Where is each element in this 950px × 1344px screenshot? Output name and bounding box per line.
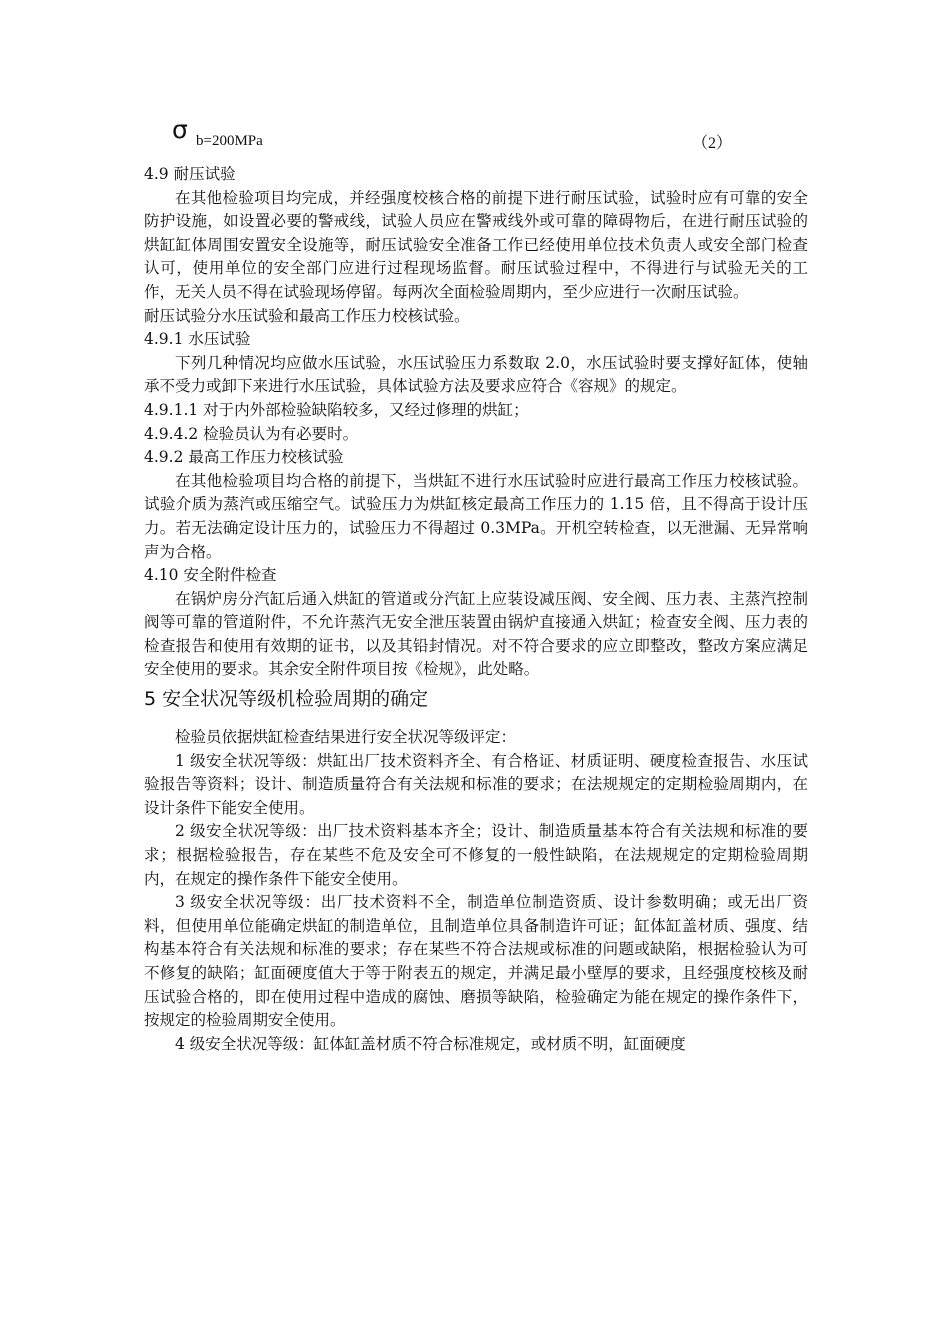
paragraph: 在其他检验项目均完成，并经强度校核合格的前提下进行耐压试验，试验时应有可靠的安全防护设施，如设置必要的警戒线，试验人员应在警戒线外或可靠的障碍物后，在进行耐压试验的烘缸缸体周围安置安全设施等，耐压试验安全准备工作已经使用单位技术负责人或安全部门检查认可，使用单位的安全部门应进行过程现场监督。耐压试验过程中，不得进行与试验无关的工作，无关人员不得在试验现场停留。每两次全面检验周期内，至少应进行一次耐压试验。 [144,188,808,301]
paragraph: 4 级安全状况等级：缸体缸盖材质不符合标准规定，或材质不明，缸面硬度 [175,1034,686,1053]
formula-subscript: b=200MPa [196,133,263,149]
heading-5: 5 安全状况等级机检验周期的确定 [144,688,429,711]
heading-4-10: 4.10 安全附件检查 [144,566,277,585]
heading-4-9-2: 4.9.2 最高工作压力校核试验 [144,448,344,467]
paragraph: 下列几种情况均应做水压试验，水压试验压力系数取 2.0，水压试验时要支撑好缸体，使轴承不受力或卸下来进行水压试验，具体试验方法及要求应符合《容规》的规定。 [144,353,808,396]
paragraph: 在其他检验项目均合格的前提下，当烘缸不进行水压试验时应进行最高工作压力校核试验。试验介质为蒸汽或压缩空气。试验压力为烘缸核定最高工作压力的 1.15 倍，且不得高于设计压力。若无法确定设计压力的，试验压力不得超过 0.3MPa。开机空转检查，以无泄漏、无异常响声为合格。 [144,471,808,561]
equation-number: （2） [691,135,732,152]
heading-4-9: 4.9 耐压试验 [144,165,236,183]
list-item: 4.9.1.1 对于内外部检验缺陷较多，又经过修理的烘缸； [144,400,529,419]
document-body [144,163,808,1056]
paragraph: 1 级安全状况等级：烘缸出厂技术资料齐全、有合格证、材质证明、硬度检查报告、水压试验报告等资料；设计、制造质量符合有关法规和标准的要求；在法规规定的定期检验周期内，在设计条件下能安全使用。 [144,751,808,817]
sigma-symbol: σ [172,115,188,144]
paragraph: 2 级安全状况等级：出厂技术资料基本齐全；设计、制造质量基本符合有关法规和标准的要求；根据检验报告，存在某些不危及安全可不修复的一般性缺陷，在法规规定的定期检验周期内，在规定的操作条件下能安全使用。 [144,822,808,888]
paragraph: 耐压试验分水压试验和最高工作压力校核试验。 [144,306,470,325]
formula-line [172,117,732,157]
paragraph: 3 级安全状况等级：出厂技术资料不全，制造单位制造资质、设计参数明确；或无出厂资料，但使用单位能确定烘缸的制造单位，且制造单位具备制造许可证；缸体缸盖材质、强度、结构基本符合有关法规和标准的要求；存在某些不符合法规或标准的问题或缺陷，根据检验认为可不修复的缺陷；缸面硬度值大于等于附表五的规定，并满足最小壁厚的要求，且经强度校核及耐压试验合格的，即在使用过程中造成的腐蚀、磨损等缺陷，检验确定为能在规定的操作条件下，按规定的检验周期安全使用。 [144,893,808,1030]
paragraph: 在锅炉房分汽缸后通入烘缸的管道或分汽缸上应装设减压阀、安全阀、压力表、主蒸汽控制阀等可靠的管道附件，不允许蒸汽无安全泄压装置由锅炉直接通入烘缸；检查安全阀、压力表的检查报告和使用有效期的证书，以及其铅封情况。对不符合要求的应立即整改，整改方案应满足安全使用的要求。其余安全附件项目按《检规》，此处略。 [144,589,808,679]
paragraph: 检验员依据烘缸检查结果进行安全状况等级评定： [175,728,517,747]
list-item: 4.9.4.2 检验员认为有必要时。 [144,424,359,443]
heading-4-9-1: 4.9.1 水压试验 [144,330,251,349]
